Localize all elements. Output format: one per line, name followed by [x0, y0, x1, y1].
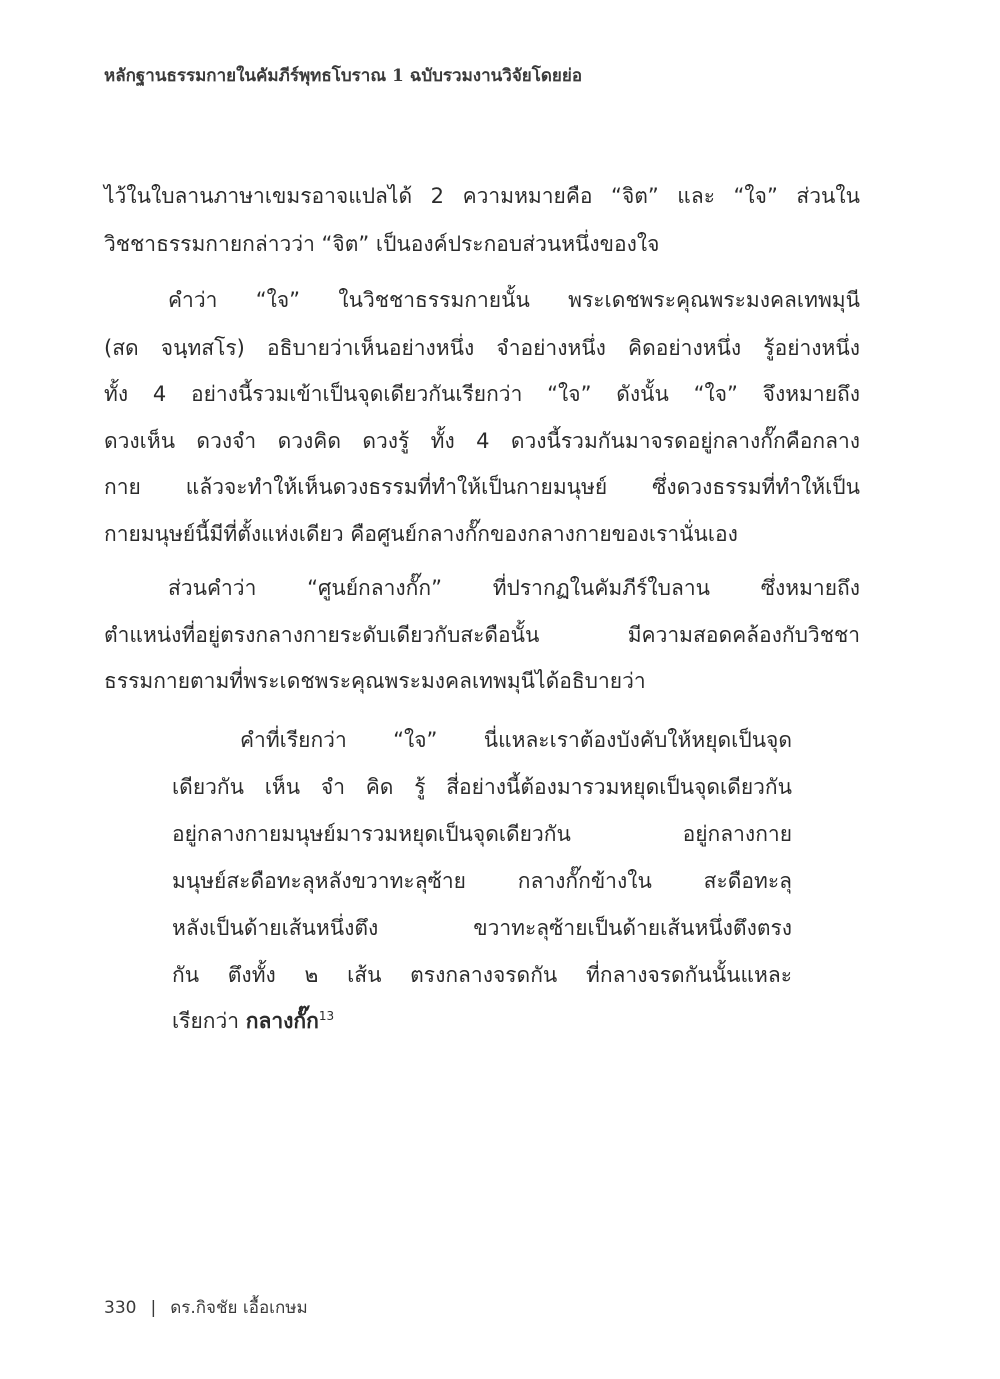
paragraph-2-line-4: ดวงเห็น ดวงจำ ดวงคิด ดวงรู้ ทั้ง 4 ดวงนี้รวมกันมาจรดอยู่กลางกั๊กคือกลาง — [104, 429, 860, 453]
paragraph-2-line-1: คำว่า “ใจ” ในวิชชาธรรมกายนั้น พระเดชพระคุณพระมงคลเทพมุนี — [168, 288, 860, 312]
quote-line-4: มนุษย์สะดือทะลุหลังขวาทะลุซ้าย กลางกั๊กข้างใน สะดือทะลุ — [172, 869, 792, 893]
quote-line-6: กัน ตึงทั้ง ๒ เส้น ตรงกลางจรดกัน ที่กลางจรดกันนั้นแหละ — [172, 963, 792, 987]
paragraph-3-line-2: ตำแหน่งที่อยู่ตรงกลางกายระดับเดียวกับสะดือนั้น มีความสอดคล้องกับวิชชา — [104, 623, 860, 647]
running-header: หลักฐานธรรมกายในคัมภีร์พุทธโบราณ 1 ฉบับรวมงานวิจัยโดยย่อ — [104, 66, 583, 86]
page-footer — [104, 1294, 308, 1321]
quote-line-7 — [172, 1005, 792, 1038]
paragraph-3-line-1: ส่วนคำว่า “ศูนย์กลางกั๊ก” ที่ปรากฏในคัมภีร์ใบลาน ซึ่งหมายถึง — [168, 576, 860, 600]
paragraph-2-line-6: กายมนุษย์นี้มีที่ตั้งแห่งเดียว คือศูนย์กลางกั๊กของกลางกายของเรานั่นเอง — [104, 522, 738, 546]
author-name: ดร.กิจชัย เอื้อเกษม — [170, 1298, 308, 1318]
paragraph-3-line-3: ธรรมกายตามที่พระเดชพระคุณพระมงคลเทพมุนีได้อธิบายว่า — [104, 669, 646, 693]
paragraph-1-line-1: ไว้ในใบลานภาษาเขมรอาจแปลได้ 2 ความหมายคือ “จิต” และ “ใจ” ส่วนใน — [104, 184, 860, 208]
quote-line-1: คำที่เรียกว่า “ใจ” นี่แหละเราต้องบังคับให้หยุดเป็นจุด — [240, 728, 792, 752]
page-number: 330 — [104, 1298, 137, 1318]
footer-separator: | — [150, 1298, 157, 1318]
footnote-reference: 13 — [318, 1009, 335, 1023]
paragraph-1-line-2: วิชชาธรรมกายกล่าวว่า “จิต” เป็นองค์ประกอบส่วนหนึ่งของใจ — [104, 232, 660, 256]
paragraph-2-line-2: (สด จนฺทสโร) อธิบายว่าเห็นอย่างหนึ่ง จำอย่างหนึ่ง คิดอย่างหนึ่ง รู้อย่างหนึ่ง — [104, 336, 860, 360]
quote-line-5: หลังเป็นด้ายเส้นหนึ่งตึง ขวาทะลุซ้ายเป็นด้ายเส้นหนึ่งตึงตรง — [172, 916, 792, 940]
paragraph-2-line-5: กาย แล้วจะทำให้เห็นดวงธรรมที่ทำให้เป็นกายมนุษย์ ซึ่งดวงธรรมที่ทำให้เป็น — [104, 475, 860, 499]
quote-last-text: เรียกว่า — [172, 1009, 246, 1033]
quote-emphasis: กลางกั๊ก — [245, 1009, 319, 1033]
quote-line-3: อยู่กลางกายมนุษย์มารวมหยุดเป็นจุดเดียวกัน อยู่กลางกาย — [172, 822, 792, 846]
quote-line-2: เดียวกัน เห็น จำ คิด รู้ สี่อย่างนี้ต้องมารวมหยุดเป็นจุดเดียวกัน — [172, 775, 792, 799]
paragraph-2-line-3: ทั้ง 4 อย่างนี้รวมเข้าเป็นจุดเดียวกันเรียกว่า “ใจ” ดังนั้น “ใจ” จึงหมายถึง — [104, 382, 860, 406]
